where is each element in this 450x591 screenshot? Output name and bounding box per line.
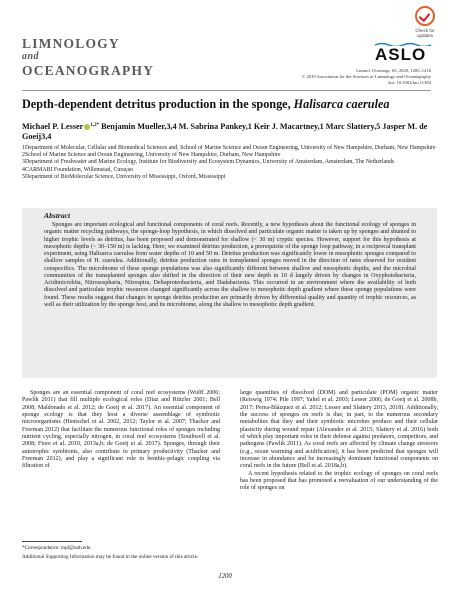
aslo-logo (375, 42, 431, 64)
article-title-main: Depth-dependent detritus production in the sponge, (22, 97, 294, 111)
article-title-species: Halisarca caerulea (293, 97, 390, 111)
body-paragraph: A recent hypothesis related to the trophic ecology of sponges on coral reefs has been proposed that has promoted a reevaluation of our understanding of the role of sponges on (240, 470, 438, 492)
affiliation-4: 4CARMABI Foundation, Willemstad, Curaçao (22, 166, 134, 173)
body-column-left (22, 390, 220, 471)
journal-name-and: and (22, 51, 40, 62)
correspondence-footnote[interactable]: *Correspondence: mpl@unh.edu (22, 545, 91, 551)
journal-name (22, 36, 154, 78)
copyright-text: © 2019 Association for the Sciences of Limnology and Oceanography (301, 74, 431, 79)
body-paragraph: large quantities of dissolved (DOM) and particulate (POM) organic matter (Reiswig 1974; Pile 1997; Yahel et al. 2003; Lesser 2006; de Goeij et al. 2008b, 2017; Perea-Blázquez et al. 2012; Lesser and Slattery 2013, 2018). Additionally, the success of sponges on reefs is due, in part, to the numerous secondary metabolites that they and their symbiotic microbes produce and their cellular plasticity during wound repair (Alexander et al. 2015; Slattery et al. 2016) both of which play important roles in their defense against predators, competitors, and pathogens (Pawlik 2011). As coral reefs are affected by climate change stressors (e.g., ocean warming and acidification), it has been predicted that sponges will increase in abundance and be increasingly dominant functional components on coral reefs in the future (Bell et al. 2018a,b). (240, 390, 438, 470)
supporting-info-footnote: Additional Supporting Information may be found in the online version of this article. (22, 554, 199, 560)
body-paragraph: Sponges are an essential component of coral reef ecosystems (Wulff 2006; Pawlik 2011) that fill multiple ecological roles (Diaz and Rützler 2001; Bell 2008; Maldonado et al. 2012; de Goeij et al. 2017). An essential component of sponge ecology is that they host a diverse assemblage of symbiotic microorganisms (Hentschel et al. 2002, 2012; Taylor et al. 2007; Thacker and Freeman 2012) that facilitate the numerous functional roles of sponges including nutrient cycling, especially nitrogen, in coral reef ecosystems (Southwell et al. 2008; Fiore et al. 2010, 2013a,b; de Goeij et al. 2017). Sponges, through their autotrophic symbionts, also contribute to primary productivity (Thacker and Freeman 2012), and play a significant role in benthic-pelagic coupling via filtration of (22, 390, 220, 470)
abstract-heading: Abstract (44, 211, 71, 220)
badge-line1: Check for (415, 28, 435, 33)
header-divider (22, 90, 431, 91)
journal-name-line2: OCEANOGRAPHY (22, 63, 155, 78)
affiliation-3: 3Department of Freshwater and Marine Ecology, Institute for Biodiversity and Ecosystem Dynamics, University of Amsterdam, Amsterdam, The Netherlands (22, 159, 395, 166)
footnote-divider (22, 541, 82, 542)
publisher-logo-text: ASLO (375, 45, 427, 64)
affiliation-2: 2School of Marine Science and Ocean Engineering, University of New Hampshire, Durham, New Hampshire (22, 152, 281, 159)
abstract-body (44, 222, 416, 309)
citation-text: Limnol. Oceanogr. 65, 2020, 1200–1216 (356, 68, 431, 73)
author-lead-sup: 1,2* (90, 123, 100, 128)
author-others[interactable]: Benjamin Mueller,3,4 M. Sabrina Pankey,1 Keir J. Macartney,1 Marc Slattery,5 Jasper M. de Goeij3,4 (22, 122, 428, 141)
body-column-right (240, 390, 438, 493)
author-lead[interactable]: Michael P. Lesser (22, 122, 84, 131)
article-title (22, 97, 437, 112)
affiliation-5: 5Department of BioMolecular Science, University of Mississippi, Oxford, Mississippi (22, 173, 226, 180)
abstract-text: Sponges are important ecological and functional components of coral reefs. Recently, a new hypothesis about the functional ecology of sponges in organic matter recycling pathways, the sponge-loop hypothesis, in which dissolved and particulate organic matter is taken up by sponges and shunted to higher trophic levels as detritus, has been proposed and demonstrated for shallow (< 30 m) cryptic species. However, support for this hypothesis at mesophotic depths (~ 30–150 m) is lacking. Here, we examined detritus production, a prerequisite of the sponge loop pathway, in a reciprocal transplant experiment, using Halisarca caerulea from water depths of 10 and 50 m. Detritus production was significantly lower in mesophotic sponges compared to shallow samples of H. caerulea. Additionally, detritus production rates in transplanted sponges moved in the direction of rates observed for resident conspecifics. The microbiome of these sponge populations was also significantly different between shallow and mesophotic depths, and the microbial communities of the transplanted sponges also shifted in the direction of their new depth in 10 d largely driven by changes in Oxyphotobacteria, Acidimicrobiia, Nitrosospharia, Nitrospira, Deltaproteobacteria, and Dadabacteria. This occurred in an environment where the availability of both dissolved and particulate trophic resources changed significantly across the shallow to mesophotic depth gradient where these sponge populations were found. These results suggest that changes in sponge detritus production are primarily driven by differential quality and quantity of trophic resources, as well as their utilization by the sponge host, and its microbiome, along the shallow to mesophotic depth gradient. (44, 222, 416, 308)
citation-meta (302, 68, 431, 86)
affiliation-1: 1Department of Molecular, Cellular and Biomedical Sciences and, School of Marine Science and Ocean Engineering, University of New Hampshire, Durham, New Hampshire (22, 145, 436, 151)
author-list (22, 122, 437, 142)
affiliations (22, 145, 437, 181)
check-mark-icon (415, 6, 435, 26)
journal-name-line1: LIMNOLOGY (22, 36, 120, 51)
page-number: 1200 (218, 573, 232, 580)
badge-line2: updates (416, 33, 433, 38)
doi-link[interactable]: doi: 10.1002/lno.11384 (388, 80, 431, 85)
check-for-updates-badge[interactable] (410, 6, 440, 40)
